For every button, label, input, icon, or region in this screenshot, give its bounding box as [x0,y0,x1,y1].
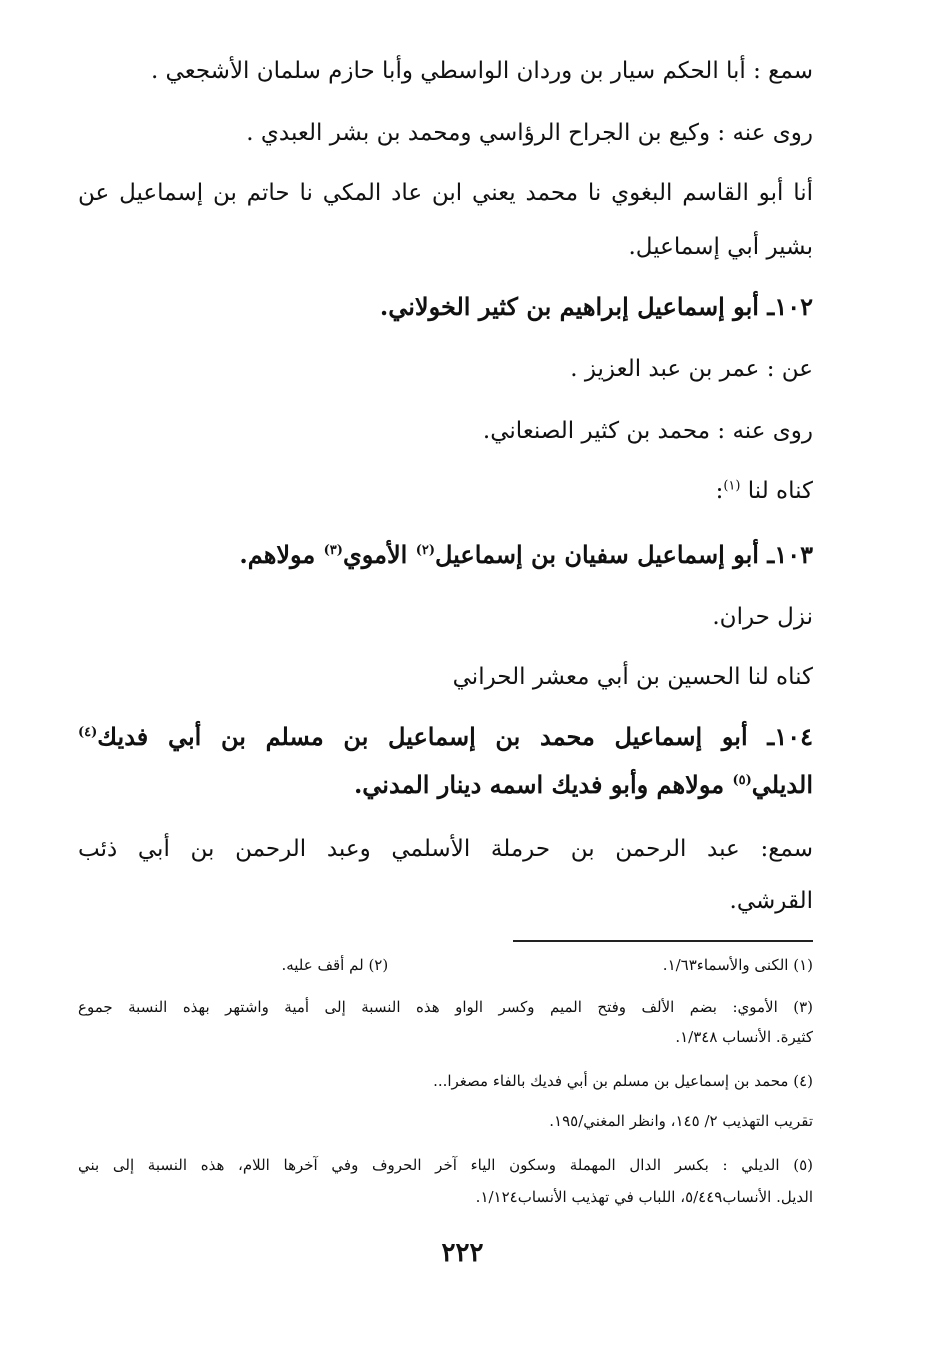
text-line: سمع: عبد الرحمن بن حرملة الأسلمي وعبد الرحمن بن أبي ذئب [78,836,813,862]
footnote-4: (٤) محمد بن إسماعيل بن مسلم بن أبي فديك بالفاء مصغرا... [433,1072,813,1090]
text-line: روى عنه : محمد بن كثير الصنعاني. [482,418,813,444]
heading-segment: الديلي [751,770,813,799]
heading-segment: ١٠٣ـ أبو إسماعيل سفيان بن إسماعيل [434,540,813,569]
heading-segment: ١٠٤ـ أبو إسماعيل محمد بن إسماعيل بن مسلم بن أبي فديك [97,722,813,751]
heading-segment: مولاهم. [239,540,324,569]
footnote-marker: (٤) [78,725,98,740]
heading-segment: الأموي [342,540,416,569]
footnote-5-cont: الديل. الأنساب٥/٤٤٩، اللباب في تهذيب الأنساب١/١٢٤. [475,1188,813,1206]
entry-heading-104 [78,722,813,752]
text-line: القرشي. [729,888,813,914]
footnote-3: (٣) الأموي: بضم الألف وفتح الميم وكسر الواو هذه النسبة إلى أمية واشتهر بهذه النسبة جموع [78,998,813,1016]
text-line [78,476,813,506]
footnote-3-cont: كثيرة. الأنساب ١/٣٤٨. [675,1028,813,1046]
text-segment: كناه لنا [747,478,813,504]
text-line: بشير أبي إسماعيل. [628,234,813,260]
footnote-separator [513,940,813,942]
footnote-5: (٥) الديلي : بكسر الدال المهملة وسكون الياء آخر الحروف وفي آخرها اللام، هذه النسبة إلى بني [78,1156,813,1174]
footnote-row [78,954,813,976]
heading-segment: مولاهم وأبو فديك اسمه دينار المدني. [353,770,733,799]
text-line: سمع : أبا الحكم سيار بن وردان الواسطي وأبا حازم سلمان الأشجعي . [150,58,813,84]
footnote-marker: (٢) [415,543,435,558]
text-line: أنا أبو القاسم البغوي نا محمد يعني ابن عاد المكي نا حاتم بن إسماعيل عن [78,180,813,206]
entry-heading-102: ١٠٢ـ أبو إسماعيل إبراهيم بن كثير الخولاني. [379,292,813,321]
footnote-2: (٢) لم أقف عليه. [281,956,389,974]
text-line: عن : عمر بن عبد العزيز . [570,356,813,382]
entry-heading-103 [78,540,813,570]
footnote-4-cont: تقريب التهذيب ٢/ ١٤٥، وانظر المغني/١٩٥. [549,1112,813,1130]
page-number: ٢٢٢ [441,1238,484,1268]
text-segment: : [715,478,724,504]
text-line: روى عنه : وكيع بن الجراح الرؤاسي ومحمد بن بشر العبدي . [246,120,813,146]
text-line: كناه لنا الحسين بن أبي معشر الحراني [452,664,813,690]
footnote-marker: (٥) [732,773,752,788]
footnote-1: (١) الكنى والأسماء١/٦٣. [662,956,813,974]
footnote-marker: (٣) [323,543,343,558]
entry-heading-104-cont [78,770,813,800]
text-line: نزل حران. [712,604,813,630]
footnote-marker: (١) [723,478,741,494]
